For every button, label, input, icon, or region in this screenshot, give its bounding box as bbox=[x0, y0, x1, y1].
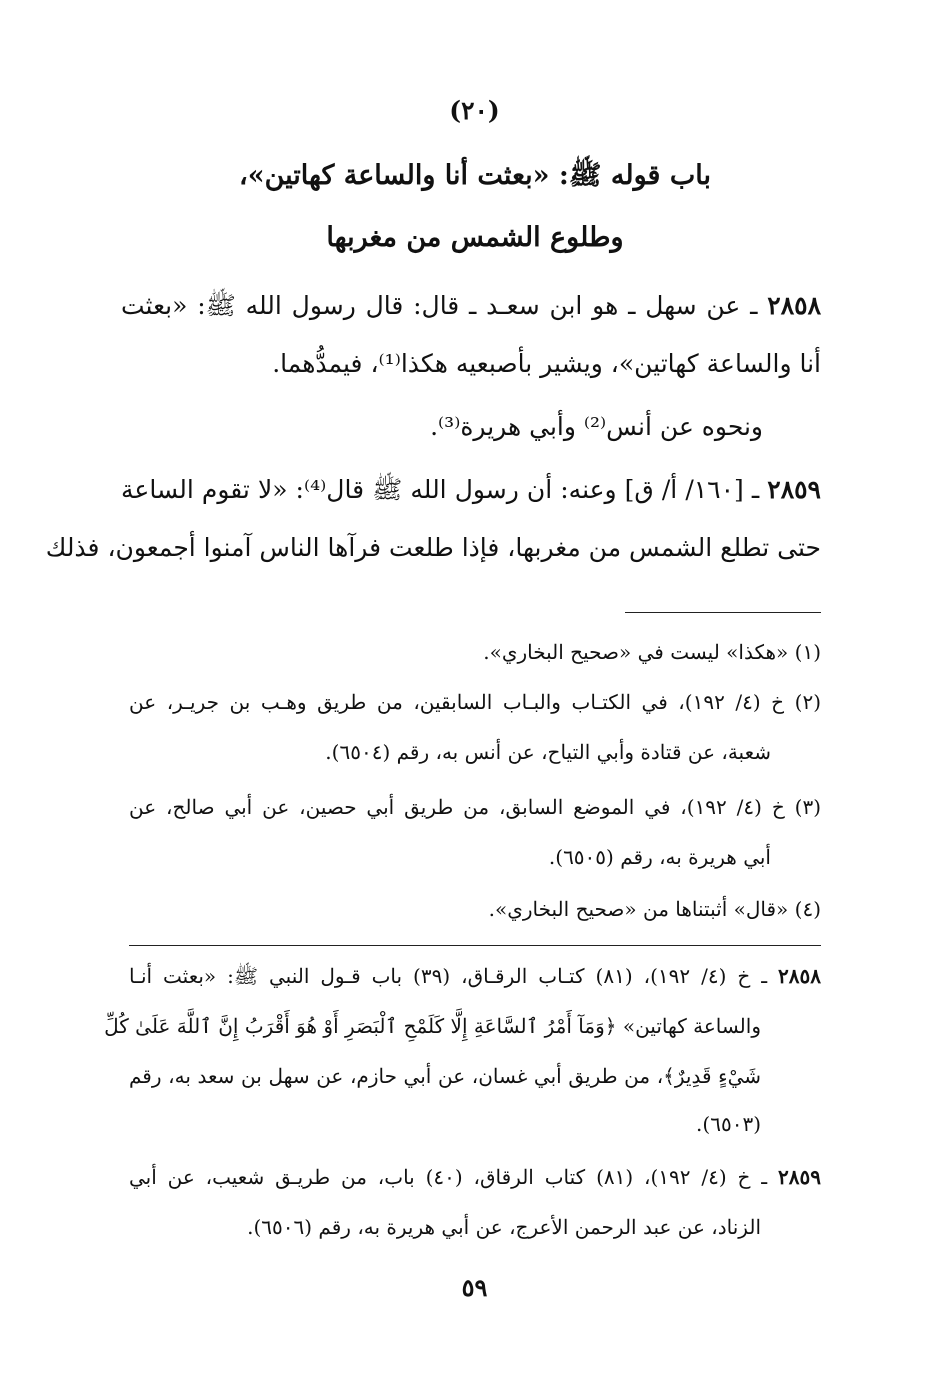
footnote-separator bbox=[625, 612, 821, 613]
source-number-2859: ٢٨٥٩ bbox=[778, 1165, 821, 1189]
source-2858-line-3: شَيْءٍ قَدِيرٌ﴾، من طريق أبي غسان، عن أبي حازم، عن سهل بن سعد به، رقم bbox=[129, 1064, 761, 1088]
chapter-title-line-1: باب قوله ﷺ: «بعثت أنا والساعة كهاتين»، bbox=[238, 160, 711, 191]
source-2858-line-1 bbox=[129, 964, 821, 993]
hadith-2858-line-3: ونحوه عن أنس⁽²⁾ وأبي هريرة⁽³⁾. bbox=[430, 412, 763, 441]
footnote-2-line-2: شعبة، عن قتادة وأبي التياح، عن أنس به، رقم (٦٥٠٤). bbox=[325, 740, 771, 764]
hadith-number-2858: ٢٨٥٨ bbox=[767, 291, 821, 320]
hadith-2859-text-1: ـ [١٦٠/ أ/ ق] وعنه: أن رسول الله ﷺ قال⁽⁴⁾: «لا تقوم الساعة bbox=[121, 475, 768, 504]
hadith-2858-line-1 bbox=[121, 290, 821, 327]
sources-separator bbox=[129, 945, 821, 946]
footnote-2-line-1: (٢) خ (٤/ ١٩٢)، في الكتـاب والبـاب السابقين، من طريق وهـب بن جريـر، عن bbox=[129, 690, 821, 714]
footnote-3-line-1: (٣) خ (٤/ ١٩٢)، في الموضع السابق، من طريق أبي حصين، عن أبي صالح، عن bbox=[129, 795, 821, 819]
page-number: ٥٩ bbox=[461, 1273, 488, 1302]
hadith-2858-line-2: أنا والساعة كهاتين»، ويشير بأصبعيه هكذا⁽¹⁾، فيمدُّهما. bbox=[272, 349, 821, 378]
chapter-number: (٢٠) bbox=[449, 96, 500, 125]
source-2858-line-4: (٦٥٠٣). bbox=[696, 1112, 761, 1136]
source-2859-text-1: ـ خ (٤/ ١٩٢)، (٨١) كتاب الرقاق، (٤٠) باب، من طريـق شعيب، عن أبي bbox=[129, 1165, 779, 1189]
source-2858-line-2: والساعة كهاتين» ﴿وَمَآ أَمْرُ ٱلسَّاعَةِ إِلَّا كَلَمْحِ ٱلْبَصَرِ أَوْ هُوَ أَقْرَبُ إِنَّ ٱللَّهَ عَلَىٰ كُلِّ bbox=[104, 1014, 761, 1038]
source-2858-text-1: ـ خ (٤/ ١٩٢)، (٨١) كتـاب الرقـاق، (٣٩) باب قـول النبي ﷺ: «بعثت أنـا bbox=[129, 964, 779, 988]
hadith-2859-line-2: حتى تطلع الشمس من مغربها، فإذا طلعت فرآها الناس آمنوا أجمعون، فذلك bbox=[45, 533, 821, 562]
chapter-title-line-2: وطلوع الشمس من مغربها bbox=[326, 222, 624, 253]
source-2859-line-1 bbox=[129, 1165, 821, 1189]
hadith-2858-text-1: ـ عن سهل ـ هو ابن سعـد ـ قال: قال رسول الله ﷺ: «بعثت bbox=[121, 291, 768, 320]
footnote-3-line-2: أبي هريرة به، رقم (٦٥٠٥). bbox=[548, 845, 771, 869]
footnote-4: (٤) «قال» أثبتناها من «صحيح البخاري». bbox=[488, 897, 821, 921]
hadith-2859-line-1 bbox=[121, 474, 821, 511]
footnote-1: (١) «هكذا» ليست في «صحيح البخاري». bbox=[483, 640, 821, 664]
hadith-number-2859: ٢٨٥٩ bbox=[767, 475, 821, 504]
source-2859-line-2: الزناد، عن عبد الرحمن الأعرج، عن أبي هريرة به، رقم (٦٥٠٦). bbox=[247, 1215, 761, 1239]
source-number-2858: ٢٨٥٨ bbox=[778, 964, 821, 988]
